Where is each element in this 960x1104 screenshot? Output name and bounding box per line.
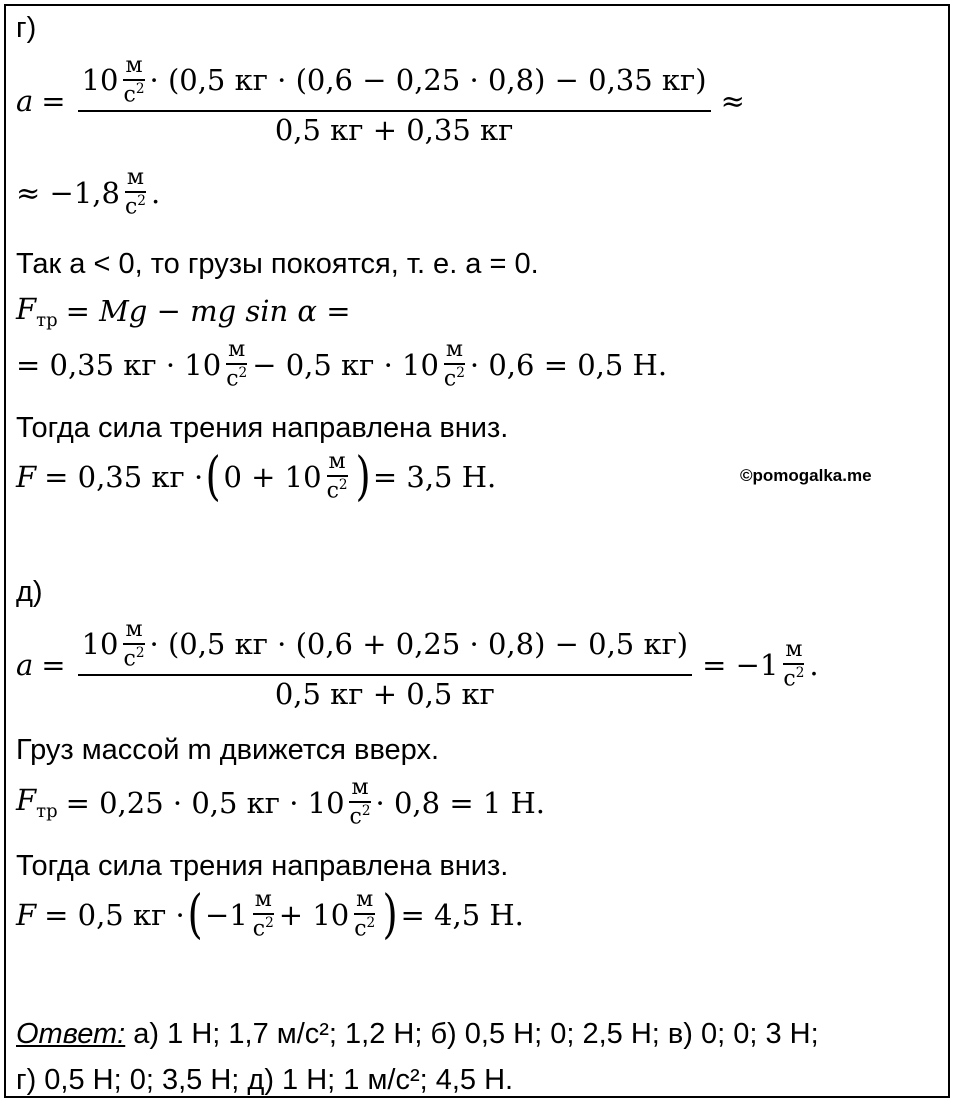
answer-line-1: Ответ: а) 1 Н; 1,7 м/с²; 1,2 Н; б) 0,5 Н; 0; 2,5 Н; в) 0; 0; 3 Н; (16, 1018, 819, 1050)
accel-fraction (78, 618, 693, 711)
part-g-approx-result: ≈ −1,8 м $с^2$ . (16, 165, 161, 220)
part-g-accel-formula: a = 10 м $с^2$ · (0,5 кг · (0,6 − 0,25 · 0,8) − 0,35 кг) 0,5 кг + 0,35 кг ≈ (16, 53, 745, 147)
unit-m-s2: м $с^2$ (326, 449, 348, 504)
part-g-friction-eq2: = 0,35 кг · 10 м $с^2$ − 0,5 кг · 10 м $с^2$ · 0,6 = 0,5 Н. (16, 337, 668, 392)
unit-m-s2: м $с^2$ (349, 775, 371, 830)
approx-sign: ≈ (720, 83, 745, 118)
accel-denominator: 0,5 кг + 0,35 кг (274, 112, 514, 147)
part-d-moving: Груз массой m движется вверх. (16, 734, 440, 766)
part-d-label: д) (16, 576, 43, 608)
accel-denominator: 0,5 кг + 0,5 кг (274, 676, 495, 711)
part-g-force: F = 0,35 кг · ( 0 + 10 м $с^2$ ) = 3,5 Н. (16, 446, 497, 507)
accel-fraction (78, 54, 711, 147)
unit-m-s2: м $с^2$ (354, 887, 376, 942)
accel-numerator: 10 м $с^2$ · (0,5 кг · (0,6 − 0,25 · 0,8) − 0,35 кг) (78, 54, 711, 112)
unit-m-s2: м $с^2$ (123, 53, 145, 108)
part-d-friction: $F_{тр}$ = 0,25 · 0,5 кг · 10 м $с^2$ · 0,8 = 1 Н. (16, 775, 546, 830)
symbol-a: a (16, 83, 34, 118)
answer-line-2: г) 0,5 Н; 0; 3,5 Н; д) 1 Н; 1 м/с²; 4,5 Н. (16, 1064, 514, 1096)
part-g-note: Так a < 0, то грузы покоятся, т. е. a = 0. (16, 248, 539, 280)
part-g-label: г) (16, 12, 37, 44)
part-d-direction: Тогда сила трения направлена вниз. (16, 850, 509, 882)
part-d-force: F = 0,5 кг · ( −1 м $с^2$ + 10 м $с^2$ ) = 4,5 Н. (16, 884, 524, 945)
unit-m-s2: м $с^2$ (124, 165, 146, 220)
answer-label: Ответ: (16, 1018, 126, 1050)
part-d-accel-formula: a = 10 м $с^2$ · (0,5 кг · (0,6 + 0,25 · 0,8) − 0,5 кг) 0,5 кг + 0,5 кг = −1 м $с^2$ . (16, 617, 819, 711)
part-g-direction: Тогда сила трения направлена вниз. (16, 412, 509, 444)
watermark: ©pomogalka.me (740, 466, 872, 485)
unit-m-s2: м $с^2$ (783, 636, 805, 692)
part-g-friction-eq1: $F_{тр}$ = Mg − mg sin α = (16, 292, 351, 331)
accel-numerator: 10 м $с^2$ · (0,5 кг · (0,6 + 0,25 · 0,8) − 0,5 кг) (78, 618, 693, 676)
unit-m-s2: м $с^2$ (123, 617, 145, 672)
unit-m-s2: м $с^2$ (443, 337, 465, 392)
unit-m-s2: м $с^2$ (226, 337, 248, 392)
unit-m-s2: м $с^2$ (252, 887, 274, 942)
